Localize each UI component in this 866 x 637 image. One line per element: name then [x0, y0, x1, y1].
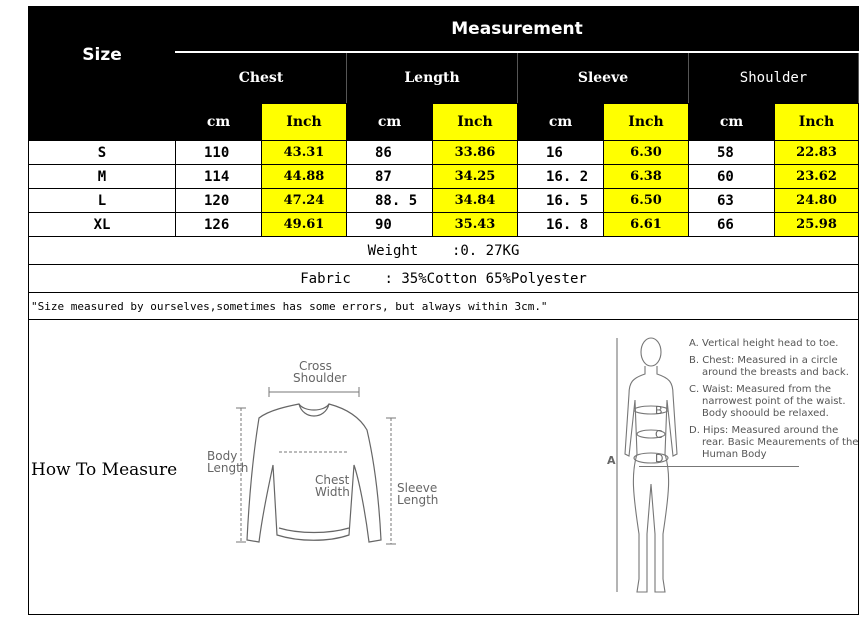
sleeve-cm-cell: 16. 5 [518, 189, 604, 213]
fabric-text: Fabric : 35%Cotton 65%Polyester [29, 265, 859, 293]
sleeve-inch-header: Inch [604, 104, 689, 141]
sleeve-inch-cell: 6.38 [604, 165, 689, 189]
chest-cm-header: cm [176, 104, 262, 141]
figure-body [625, 366, 677, 592]
marker-b: B [655, 404, 663, 417]
table-row [29, 165, 859, 189]
chest-ring-b [634, 406, 668, 414]
legend-underline [639, 466, 799, 467]
chest-inch-cell: 47.24 [262, 189, 347, 213]
chest-inch-header: Inch [262, 104, 347, 141]
weight-text: Weight :0. 27KG [29, 237, 859, 265]
shoulder-cm-cell: 66 [689, 213, 775, 237]
table-row [29, 141, 859, 165]
sleeve-header: Sleeve [518, 52, 689, 104]
sleeve-length-label-2: Length [397, 493, 439, 507]
sleeve-cm-header: cm [518, 104, 604, 141]
sleeve-inch-cell: 6.61 [604, 213, 689, 237]
length-inch-cell: 33.86 [433, 141, 518, 165]
legend-item-b: B. Chest: Measured in a circle around the breasts and back. [689, 355, 849, 378]
body-length-label-1: Body [207, 449, 238, 463]
table-row [29, 213, 859, 237]
measurement-note: "Size measured by ourselves,sometimes has some errors, but always within 3cm." [29, 293, 859, 320]
sleeve-cm-cell: 16. 8 [518, 213, 604, 237]
length-cm-cell: 88. 5 [347, 189, 433, 213]
length-inch-cell: 34.25 [433, 165, 518, 189]
shoulder-inch-cell: 23.62 [775, 165, 859, 189]
shoulder-cm-cell: 58 [689, 141, 775, 165]
size-table [28, 6, 859, 615]
length-inch-cell: 35.43 [433, 213, 518, 237]
sleeve-cm-cell: 16. 2 [518, 165, 604, 189]
legend-item-d: D. Hips: Measured around the rear. Basic Meaurements of the Human Body [689, 425, 859, 460]
chest-cm-cell: 126 [176, 213, 262, 237]
length-cm-header: cm [347, 104, 433, 141]
chest-width-label-1: Chest [315, 473, 350, 487]
how-to-measure-label: How To Measure [31, 460, 178, 480]
figure-head [641, 338, 661, 366]
chest-inch-cell: 43.31 [262, 141, 347, 165]
size-cell: XL [29, 213, 176, 237]
chest-inch-cell: 44.88 [262, 165, 347, 189]
length-inch-header: Inch [433, 104, 518, 141]
body-figure-diagram [609, 334, 689, 604]
how-to-measure-section [29, 320, 859, 615]
sleeve-inch-cell: 6.50 [604, 189, 689, 213]
shoulder-cm-header: cm [689, 104, 775, 141]
length-cm-cell: 87 [347, 165, 433, 189]
chest-cm-cell: 120 [176, 189, 262, 213]
size-cell: M [29, 165, 176, 189]
size-chart [28, 6, 858, 630]
shoulder-inch-header: Inch [775, 104, 859, 141]
size-header: Size [29, 7, 176, 104]
shoulder-inch-cell: 22.83 [775, 141, 859, 165]
measure-legend [689, 338, 859, 467]
chest-inch-cell: 49.61 [262, 213, 347, 237]
length-cm-cell: 86 [347, 141, 433, 165]
body-length-label-2: Length [207, 461, 249, 475]
length-inch-cell: 34.84 [433, 189, 518, 213]
marker-c: C [655, 428, 663, 441]
length-header: Length [347, 52, 518, 104]
length-cm-cell: 90 [347, 213, 433, 237]
marker-d: D [655, 452, 664, 465]
shoulder-header: Shoulder [689, 52, 859, 104]
sleeve-cm-cell: 16 [518, 141, 604, 165]
shoulder-cm-cell: 60 [689, 165, 775, 189]
legend-item-a: A. Vertical height head to toe. [689, 338, 839, 349]
size-header-spacer [29, 104, 176, 141]
shirt-diagram [199, 359, 439, 560]
marker-a: A [607, 454, 616, 467]
chest-cm-cell: 110 [176, 141, 262, 165]
shirt-hem [279, 528, 349, 533]
size-cell: L [29, 189, 176, 213]
chest-header: Chest [176, 52, 347, 104]
table-row [29, 189, 859, 213]
cross-shoulder-label-2: Shoulder [293, 371, 347, 385]
cross-shoulder-label-1: Cross [299, 359, 332, 373]
shoulder-inch-cell: 24.80 [775, 189, 859, 213]
sleeve-length-label-1: Sleeve [397, 481, 438, 495]
shirt-outline [247, 404, 381, 542]
size-cell: S [29, 141, 176, 165]
legend-item-c: C. Waist: Measured from the narrowest point of the waist. Body shoould be relaxed. [689, 384, 846, 419]
shoulder-inch-cell: 25.98 [775, 213, 859, 237]
measurement-header: Measurement [176, 7, 859, 53]
shoulder-cm-cell: 63 [689, 189, 775, 213]
sleeve-inch-cell: 6.30 [604, 141, 689, 165]
chest-cm-cell: 114 [176, 165, 262, 189]
chest-width-label-2: Width [315, 485, 350, 499]
